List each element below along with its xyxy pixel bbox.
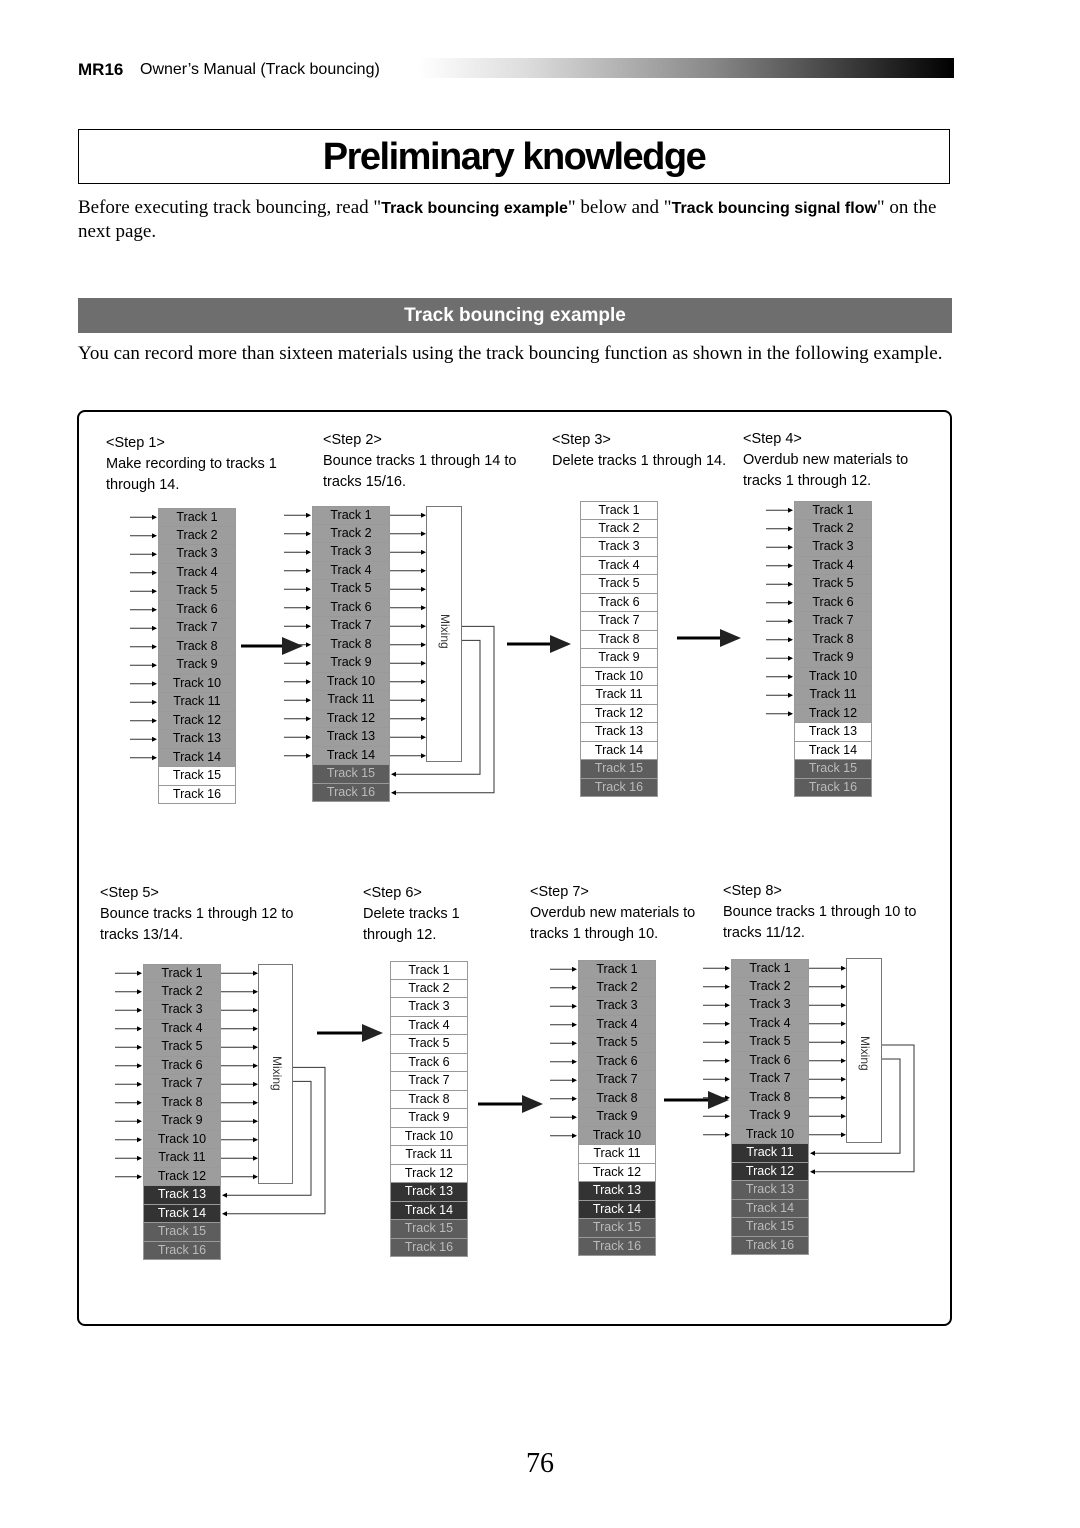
track-stack	[731, 959, 809, 1255]
page-number: 76	[526, 1448, 554, 1479]
track-cell: Track 7	[578, 1071, 656, 1090]
track-cell: Track 13	[390, 1183, 468, 1202]
track-cell: Track 4	[143, 1020, 221, 1039]
step-description: Overdub new materials to tracks 1 through 10.	[530, 905, 696, 942]
track-cell: Track 14	[158, 749, 236, 768]
intro-text: " below and "	[567, 197, 672, 218]
step-label	[723, 881, 938, 944]
track-cell: Track 9	[580, 649, 658, 668]
intro-link-signal-flow: Track bouncing signal flow	[671, 200, 877, 217]
track-cell: Track 8	[794, 631, 872, 650]
track-cell: Track 7	[580, 612, 658, 631]
track-cell: Track 15	[143, 1223, 221, 1242]
track-cell: Track 8	[731, 1089, 809, 1108]
track-stack	[158, 508, 236, 804]
track-cell: Track 15	[731, 1218, 809, 1237]
track-cell: Track 8	[580, 631, 658, 650]
intro-link-example: Track bouncing example	[381, 200, 568, 217]
track-stack	[580, 501, 658, 797]
step-description: Overdub new materials to tracks 1 through 12.	[743, 452, 909, 489]
track-cell: Track 11	[312, 691, 390, 710]
track-cell: Track 5	[143, 1038, 221, 1057]
track-cell: Track 8	[158, 638, 236, 657]
track-cell: Track 2	[580, 520, 658, 539]
track-cell: Track 2	[578, 979, 656, 998]
track-cell: Track 12	[731, 1163, 809, 1182]
track-cell: Track 5	[158, 582, 236, 601]
step-description: Delete tracks 1 through 14.	[552, 453, 727, 469]
track-cell: Track 16	[794, 779, 872, 798]
step-label	[100, 883, 335, 946]
track-cell: Track 16	[580, 779, 658, 798]
track-cell: Track 5	[312, 580, 390, 599]
track-cell: Track 3	[580, 538, 658, 557]
track-cell: Track 8	[312, 636, 390, 655]
track-cell: Track 12	[580, 705, 658, 724]
step-description: Make recording to tracks 1 through 14.	[106, 456, 277, 493]
track-cell: Track 15	[580, 760, 658, 779]
track-cell: Track 16	[312, 784, 390, 803]
track-cell: Track 10	[731, 1126, 809, 1145]
track-cell: Track 4	[580, 557, 658, 576]
track-cell: Track 10	[158, 675, 236, 694]
track-cell: Track 6	[794, 594, 872, 613]
mixing-label: Mixing	[269, 1056, 284, 1092]
track-cell: Track 5	[578, 1034, 656, 1053]
page-title: Preliminary knowledge	[322, 136, 706, 178]
track-cell: Track 9	[794, 649, 872, 668]
track-cell: Track 2	[731, 978, 809, 997]
track-stack	[143, 964, 221, 1260]
track-cell: Track 6	[312, 599, 390, 618]
header-model: MR16	[78, 60, 124, 79]
track-cell: Track 15	[312, 765, 390, 784]
track-cell: Track 11	[731, 1144, 809, 1163]
track-cell: Track 3	[794, 538, 872, 557]
step-label	[743, 429, 948, 492]
track-cell: Track 4	[158, 564, 236, 583]
track-stack	[312, 506, 390, 802]
track-cell: Track 10	[312, 673, 390, 692]
track-cell: Track 12	[390, 1165, 468, 1184]
track-cell: Track 9	[578, 1108, 656, 1127]
track-cell: Track 8	[390, 1091, 468, 1110]
track-cell: Track 11	[390, 1146, 468, 1165]
track-cell: Track 5	[390, 1035, 468, 1054]
track-cell: Track 15	[578, 1219, 656, 1238]
track-cell: Track 1	[731, 959, 809, 978]
track-cell: Track 16	[143, 1242, 221, 1261]
step-description: Delete tracks 1 through 12.	[363, 906, 460, 943]
track-cell: Track 14	[143, 1205, 221, 1224]
track-cell: Track 11	[578, 1145, 656, 1164]
track-cell: Track 16	[578, 1238, 656, 1257]
track-cell: Track 10	[794, 668, 872, 687]
track-cell: Track 4	[578, 1016, 656, 1035]
intro-text: Before executing track bouncing, read "	[78, 197, 382, 218]
track-cell: Track 6	[731, 1052, 809, 1071]
track-cell: Track 13	[794, 723, 872, 742]
track-cell: Track 13	[580, 723, 658, 742]
track-cell: Track 3	[390, 998, 468, 1017]
mixing-label: Mixing	[858, 1035, 872, 1071]
track-cell: Track 1	[580, 501, 658, 520]
track-cell: Track 10	[143, 1131, 221, 1150]
track-cell: Track 13	[312, 728, 390, 747]
track-cell: Track 1	[578, 960, 656, 979]
track-stack	[390, 961, 468, 1257]
track-cell: Track 6	[578, 1053, 656, 1072]
step-description: Bounce tracks 1 through 14 to tracks 15/16.	[323, 453, 517, 490]
track-cell: Track 12	[143, 1168, 221, 1187]
track-cell: Track 5	[731, 1033, 809, 1052]
step-title: <Step 7>	[530, 884, 589, 900]
track-cell: Track 1	[794, 501, 872, 520]
track-stack	[794, 501, 872, 797]
step-label	[323, 430, 533, 493]
track-cell: Track 6	[158, 601, 236, 620]
step-label	[363, 883, 503, 946]
track-cell: Track 6	[143, 1057, 221, 1076]
track-cell: Track 11	[158, 693, 236, 712]
track-cell: Track 12	[794, 705, 872, 724]
track-cell: Track 1	[143, 964, 221, 983]
track-cell: Track 9	[158, 656, 236, 675]
track-cell: Track 1	[390, 961, 468, 980]
track-cell: Track 12	[312, 710, 390, 729]
intro-text: " on the next page.	[78, 197, 937, 242]
track-cell: Track 12	[158, 712, 236, 731]
track-cell: Track 8	[578, 1090, 656, 1109]
track-cell: Track 9	[731, 1107, 809, 1126]
track-cell: Track 7	[390, 1072, 468, 1091]
track-cell: Track 9	[390, 1109, 468, 1128]
track-cell: Track 11	[794, 686, 872, 705]
step-description: Bounce tracks 1 through 12 to tracks 13/14.	[100, 906, 294, 943]
step-title: <Step 1>	[106, 435, 165, 451]
track-cell: Track 4	[731, 1015, 809, 1034]
track-cell: Track 2	[794, 520, 872, 539]
track-cell: Track 14	[580, 742, 658, 761]
track-cell: Track 6	[390, 1054, 468, 1073]
track-cell: Track 9	[312, 654, 390, 673]
track-stack	[578, 960, 656, 1256]
track-cell: Track 10	[580, 668, 658, 687]
track-cell: Track 12	[578, 1164, 656, 1183]
step-title: <Step 3>	[552, 432, 611, 448]
track-cell: Track 13	[578, 1182, 656, 1201]
track-cell: Track 13	[143, 1186, 221, 1205]
track-cell: Track 9	[143, 1112, 221, 1131]
track-cell: Track 11	[143, 1149, 221, 1168]
section-paragraph: You can record more than sixteen materials using the track bouncing function as shown in the following example.	[78, 343, 943, 364]
track-cell: Track 8	[143, 1094, 221, 1113]
track-cell: Track 3	[158, 545, 236, 564]
track-cell: Track 11	[580, 686, 658, 705]
track-cell: Track 16	[731, 1237, 809, 1256]
track-cell: Track 5	[580, 575, 658, 594]
track-cell: Track 14	[578, 1201, 656, 1220]
track-cell: Track 14	[312, 747, 390, 766]
step-title: <Step 8>	[723, 883, 782, 899]
track-cell: Track 16	[158, 786, 236, 805]
track-cell: Track 2	[158, 527, 236, 546]
track-cell: Track 1	[158, 508, 236, 527]
step-label	[552, 430, 732, 472]
track-cell: Track 14	[794, 742, 872, 761]
track-cell: Track 16	[390, 1239, 468, 1258]
track-cell: Track 1	[312, 506, 390, 525]
header-subtitle: Owner’s Manual (Track bouncing)	[140, 61, 380, 78]
track-cell: Track 3	[578, 997, 656, 1016]
track-cell: Track 13	[158, 730, 236, 749]
step-description: Bounce tracks 1 through 10 to tracks 11/12.	[723, 904, 917, 941]
step-title: <Step 2>	[323, 432, 382, 448]
track-cell: Track 7	[312, 617, 390, 636]
track-cell: Track 2	[143, 983, 221, 1002]
step-title: <Step 4>	[743, 431, 802, 447]
track-cell: Track 14	[390, 1202, 468, 1221]
track-cell: Track 7	[794, 612, 872, 631]
step-title: <Step 5>	[100, 885, 159, 901]
track-cell: Track 2	[390, 980, 468, 999]
track-cell: Track 5	[794, 575, 872, 594]
track-cell: Track 6	[580, 594, 658, 613]
track-cell: Track 7	[158, 619, 236, 638]
track-cell: Track 15	[794, 760, 872, 779]
track-cell: Track 10	[390, 1128, 468, 1147]
step-label	[106, 433, 296, 496]
mixing-label: Mixing	[438, 613, 452, 649]
track-cell: Track 7	[731, 1070, 809, 1089]
track-cell: Track 4	[390, 1017, 468, 1036]
track-cell: Track 2	[312, 525, 390, 544]
step-title: <Step 6>	[363, 885, 422, 901]
track-cell: Track 15	[390, 1220, 468, 1239]
step-label	[530, 882, 705, 945]
track-cell: Track 15	[158, 767, 236, 786]
track-cell: Track 7	[143, 1075, 221, 1094]
track-cell: Track 4	[794, 557, 872, 576]
track-cell: Track 3	[312, 543, 390, 562]
section-heading: Track bouncing example	[78, 298, 952, 333]
track-cell: Track 3	[731, 996, 809, 1015]
track-cell: Track 14	[731, 1200, 809, 1219]
track-cell: Track 4	[312, 562, 390, 581]
track-cell: Track 13	[731, 1181, 809, 1200]
track-cell: Track 10	[578, 1127, 656, 1146]
track-cell: Track 3	[143, 1001, 221, 1020]
